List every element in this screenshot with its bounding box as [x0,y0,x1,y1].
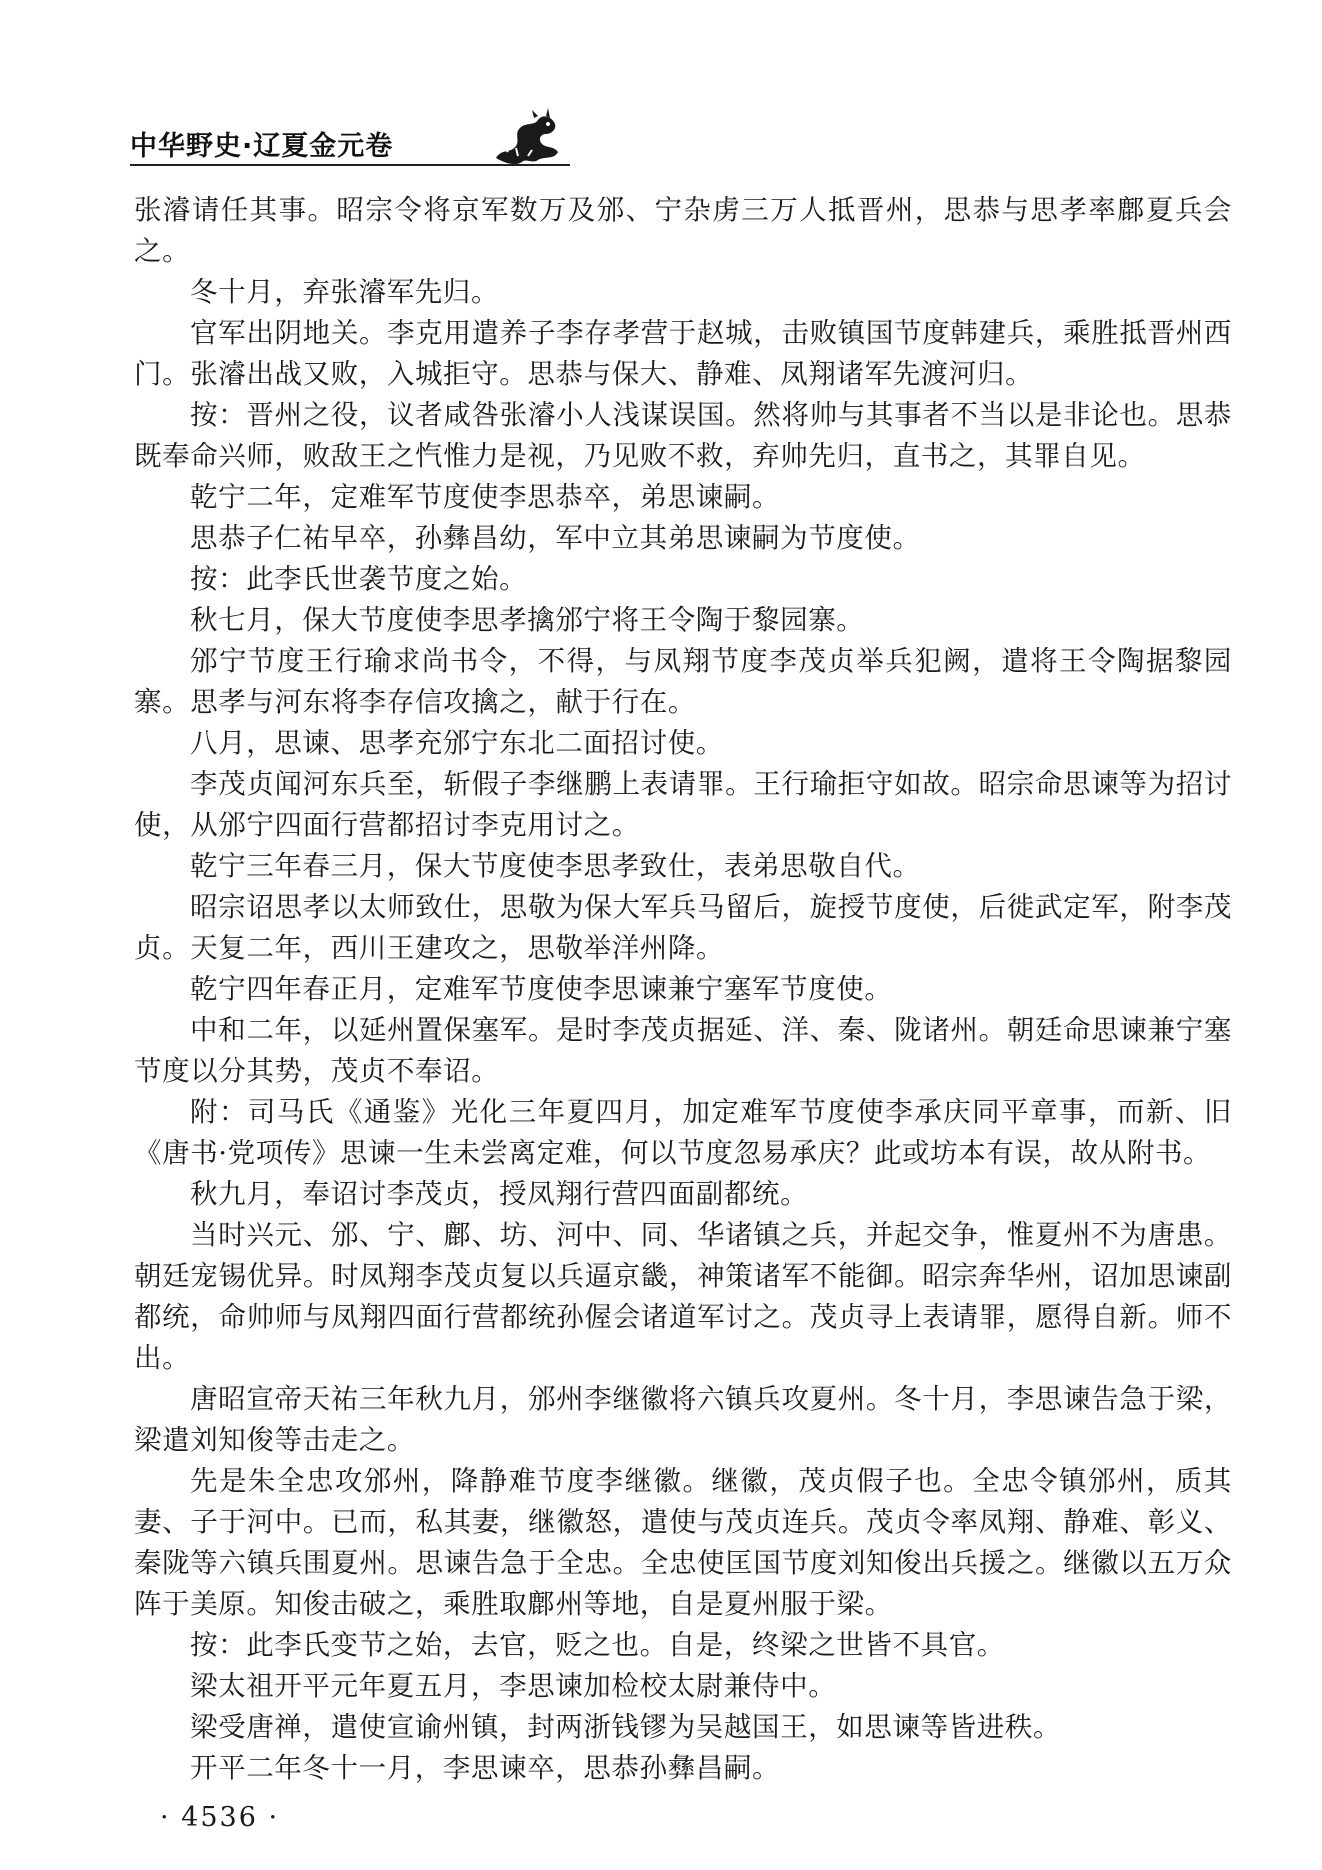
paragraph: 按：晋州之役，议者咸咎张濬小人浅谋误国。然将帅与其事者不当以是非论也。思恭既奉命兴师，败敌王之忾惟力是视，乃见败不救，弃帅先归，直书之，其罪自见。 [134,399,1232,472]
body-text [134,190,1232,1789]
paragraph: 当时兴元、邠、宁、鄜、坊、河中、同、华诸镇之兵，并起交争，惟夏州不为唐患。朝廷宠锡优异。时凤翔李茂贞复以兵逼京畿，神策诸军不能御。昭宗奔华州，诏加思谏副都统，命帅师与凤翔四面行营都统孙偓会诸道军讨之。茂贞寻上表请罪，愿得自新。师不出。 [134,1219,1232,1374]
page-number: · 4536 · [160,1802,280,1833]
paragraph: 附：司马氏《通鉴》光化三年夏四月，加定难军节度使李承庆同平章事，而新、旧《唐书·党项传》思谏一生未尝离定难，何以节度忽易承庆？此或坊本有误，故从附书。 [134,1096,1232,1169]
paragraph: 秋九月，奉诏讨李茂贞，授凤翔行营四面副都统。 [190,1178,809,1210]
paragraph: 先是朱全忠攻邠州，降静难节度李继徽。继徽，茂贞假子也。全忠令镇邠州，质其妻、子于河中。已而，私其妻，继徽怒，遣使与茂贞连兵。茂贞令率凤翔、静难、彰义、秦陇等六镇兵围夏州。思谏告急于全忠。全忠使匡国节度刘知俊出兵援之。继徽以五万众阵于美原。知俊击破之，乘胜取鄜州等地，自是夏州服于梁。 [134,1465,1232,1620]
paragraph: 张濬请任其事。昭宗令将京军数万及邠、宁杂虏三万人抵晋州，思恭与思孝率鄜夏兵会之。 [134,194,1232,267]
paragraph: 乾宁四年春正月，定难军节度使李思谏兼宁塞军节度使。 [190,973,893,1005]
dragon-emblem-icon [488,108,568,168]
paragraph: 开平二年冬十一月，李思谏卒，思恭孙彝昌嗣。 [190,1752,781,1784]
paragraph: 梁受唐禅，遣使宣谕州镇，封两浙钱镠为吴越国王，如思谏等皆进秩。 [190,1711,1062,1743]
paragraph: 梁太祖开平元年夏五月，李思谏加检校太尉兼侍中。 [190,1670,837,1702]
paragraph: 冬十月，弃张濬军先归。 [190,276,500,308]
paragraph: 思恭子仁祐早卒，孙彝昌幼，军中立其弟思谏嗣为节度使。 [190,522,921,554]
running-header [130,118,550,168]
paragraph: 昭宗诏思孝以太师致仕，思敬为保大军兵马留后，旋授节度使，后徙武定军，附李茂贞。天复二年，西川王建攻之，思敬举洋州降。 [134,891,1232,964]
running-header-title: 中华野史·辽夏金元卷 [130,131,394,162]
paragraph: 中和二年，以延州置保塞军。是时李茂贞据延、洋、秦、陇诸州。朝廷命思谏兼宁塞节度以分其势，茂贞不奉诏。 [134,1014,1232,1087]
paragraph: 八月，思谏、思孝充邠宁东北二面招讨使。 [190,727,724,759]
paragraph: 按：此李氏变节之始，去官，贬之也。自是，终梁之世皆不具官。 [190,1629,1005,1661]
paragraph: 乾宁二年，定难军节度使李思恭卒，弟思谏嗣。 [190,481,781,513]
paragraph: 秋七月，保大节度使李思孝擒邠宁将王令陶于黎园寨。 [190,604,865,636]
paragraph: 唐昭宣帝天祐三年秋九月，邠州李继徽将六镇兵攻夏州。冬十月，李思谏告急于梁，梁遣刘知俊等击走之。 [134,1383,1232,1456]
paragraph: 李茂贞闻河东兵至，斩假子李继鹏上表请罪。王行瑜拒守如故。昭宗命思谏等为招讨使，从邠宁四面行营都招讨李克用讨之。 [134,768,1232,841]
paragraph: 乾宁三年春三月，保大节度使李思孝致仕，表弟思敬自代。 [190,850,921,882]
paragraph: 邠宁节度王行瑜求尚书令，不得，与凤翔节度李茂贞举兵犯阙，遣将王令陶据黎园寨。思孝与河东将李存信攻擒之，献于行在。 [134,645,1232,718]
paragraph: 按：此李氏世袭节度之始。 [190,563,528,595]
paragraph: 官军出阴地关。李克用遣养子李存孝营于赵城，击败镇国节度韩建兵，乘胜抵晋州西门。张濬出战又败，入城拒守。思恭与保大、静难、凤翔诸军先渡河归。 [134,317,1232,390]
